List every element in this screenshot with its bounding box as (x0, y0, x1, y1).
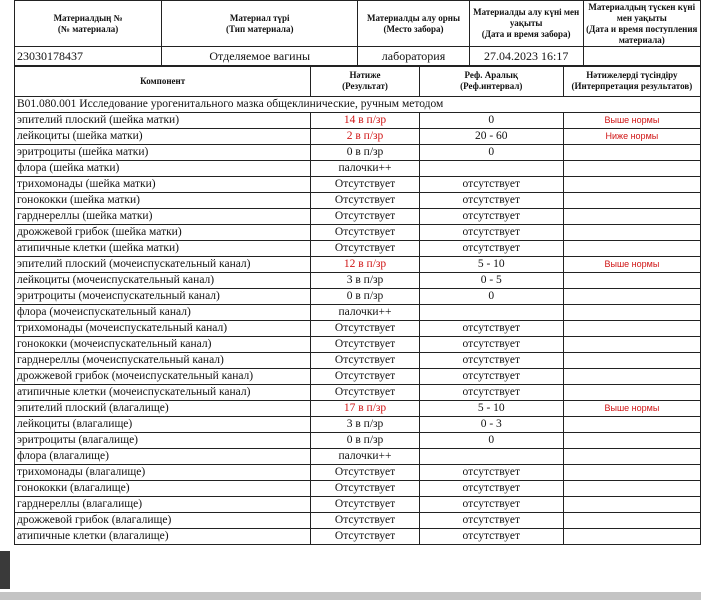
component-cell: флора (шейка матки) (15, 161, 311, 177)
reference-cell: отсутствует (419, 369, 563, 385)
interpretation-cell (563, 225, 700, 241)
component-cell: атипичные клетки (мочеиспускательный канал) (15, 385, 311, 401)
interpretation-cell (563, 353, 700, 369)
table-row (15, 337, 701, 353)
interpretation-cell: Выше нормы (563, 401, 700, 417)
table-row (15, 481, 701, 497)
result-cell: Отсутствует (311, 513, 419, 529)
table-row (15, 449, 701, 465)
result-cell: 3 в п/зр (311, 417, 419, 433)
interpretation-cell (563, 529, 700, 545)
bottom-bar (0, 592, 701, 600)
interpretation-cell (563, 161, 700, 177)
table-row (15, 241, 701, 257)
result-cell: Отсутствует (311, 353, 419, 369)
table-row (15, 113, 701, 129)
reference-cell: 0 (419, 289, 563, 305)
reference-cell (419, 305, 563, 321)
section-row (15, 97, 701, 113)
result-cell: Отсутствует (311, 321, 419, 337)
reference-cell: отсутствует (419, 225, 563, 241)
table-row (15, 289, 701, 305)
interpretation-cell (563, 465, 700, 481)
interpretation-cell (563, 417, 700, 433)
result-cell: 0 в п/зр (311, 289, 419, 305)
result-cell: палочки++ (311, 161, 419, 177)
result-cell: 12 в п/зр (311, 257, 419, 273)
material-values-row (15, 47, 701, 67)
result-cell: Отсутствует (311, 337, 419, 353)
table-row (15, 369, 701, 385)
component-cell: трихомонады (мочеиспускательный канал) (15, 321, 311, 337)
interpretation-cell (563, 273, 700, 289)
component-cell: гонококки (влагалище) (15, 481, 311, 497)
component-cell: эритроциты (шейка матки) (15, 145, 311, 161)
interpretation-cell (563, 305, 700, 321)
results-header-row (15, 66, 701, 97)
reference-cell: отсутствует (419, 529, 563, 545)
component-cell: флора (влагалище) (15, 449, 311, 465)
table-row (15, 465, 701, 481)
interpretation-cell (563, 497, 700, 513)
interpretation-cell (563, 321, 700, 337)
table-row (15, 497, 701, 513)
table-row (15, 225, 701, 241)
header-received-datetime: Материалдың түскен күні мен уақыты (Дата и время поступления материала) (583, 1, 700, 47)
reference-cell (419, 449, 563, 465)
table-row (15, 321, 701, 337)
table-row (15, 305, 701, 321)
reference-cell: отсутствует (419, 193, 563, 209)
interpretation-cell (563, 241, 700, 257)
collection-place: лаборатория (358, 47, 470, 67)
reference-cell: отсутствует (419, 209, 563, 225)
result-cell: 14 в п/зр (311, 113, 419, 129)
table-row (15, 273, 701, 289)
result-cell: 3 в п/зр (311, 273, 419, 289)
result-cell: Отсутствует (311, 529, 419, 545)
reference-cell: 20 - 60 (419, 129, 563, 145)
reference-cell: отсутствует (419, 337, 563, 353)
reference-cell (419, 161, 563, 177)
result-cell: 2 в п/зр (311, 129, 419, 145)
interpretation-cell (563, 337, 700, 353)
reference-cell: 0 (419, 433, 563, 449)
result-cell: Отсутствует (311, 497, 419, 513)
section-title: В01.080.001 Исследование урогенитального мазка общеклинические, ручным методом (15, 97, 701, 113)
reference-cell: отсутствует (419, 481, 563, 497)
component-cell: дрожжевой грибок (шейка матки) (15, 225, 311, 241)
interpretation-cell (563, 385, 700, 401)
component-cell: гонококки (шейка матки) (15, 193, 311, 209)
component-cell: эритроциты (влагалище) (15, 433, 311, 449)
table-row (15, 129, 701, 145)
result-cell: Отсутствует (311, 225, 419, 241)
reference-cell: отсутствует (419, 177, 563, 193)
reference-cell: 5 - 10 (419, 401, 563, 417)
component-cell: лейкоциты (шейка матки) (15, 129, 311, 145)
reference-cell: отсутствует (419, 513, 563, 529)
component-cell: дрожжевой грибок (влагалище) (15, 513, 311, 529)
interpretation-cell: Ниже нормы (563, 129, 700, 145)
header-collection-datetime: Материалды алу күні мен уақыты (Дата и время забора) (469, 1, 583, 47)
header-material-type: Материал түрі (Тип материала) (162, 1, 358, 47)
interpretation-cell (563, 289, 700, 305)
header-collection-place: Материалды алу орны (Место забора) (358, 1, 470, 47)
table-row (15, 401, 701, 417)
result-cell: 17 в п/зр (311, 401, 419, 417)
component-cell: гарднереллы (шейка матки) (15, 209, 311, 225)
interpretation-cell (563, 369, 700, 385)
table-row (15, 145, 701, 161)
table-row (15, 177, 701, 193)
results-body (15, 113, 701, 545)
interpretation-cell (563, 513, 700, 529)
results-table (14, 65, 701, 545)
material-info-table (14, 0, 701, 67)
reference-cell: отсутствует (419, 497, 563, 513)
reference-cell: 0 (419, 145, 563, 161)
interpretation-cell (563, 209, 700, 225)
result-cell: 0 в п/зр (311, 433, 419, 449)
material-header-row (15, 1, 701, 47)
table-row (15, 385, 701, 401)
table-row (15, 353, 701, 369)
result-cell: Отсутствует (311, 465, 419, 481)
reference-cell: отсутствует (419, 385, 563, 401)
reference-cell: 0 - 3 (419, 417, 563, 433)
interpretation-cell (563, 481, 700, 497)
interpretation-cell (563, 145, 700, 161)
result-cell: палочки++ (311, 449, 419, 465)
interpretation-cell (563, 433, 700, 449)
result-cell: Отсутствует (311, 385, 419, 401)
table-row (15, 193, 701, 209)
result-cell: палочки++ (311, 305, 419, 321)
table-row (15, 529, 701, 545)
header-reference: Реф. Аралық (Реф.интервал) (419, 66, 563, 97)
table-row (15, 257, 701, 273)
interpretation-cell (563, 449, 700, 465)
table-row (15, 161, 701, 177)
component-cell: трихомонады (шейка матки) (15, 177, 311, 193)
interpretation-cell: Выше нормы (563, 257, 700, 273)
result-cell: Отсутствует (311, 481, 419, 497)
result-cell: Отсутствует (311, 241, 419, 257)
component-cell: гарднереллы (влагалище) (15, 497, 311, 513)
component-cell: эпителий плоский (влагалище) (15, 401, 311, 417)
component-cell: флора (мочеиспускательный канал) (15, 305, 311, 321)
reference-cell: отсутствует (419, 353, 563, 369)
table-row (15, 433, 701, 449)
table-row (15, 209, 701, 225)
component-cell: дрожжевой грибок (мочеиспускательный канал) (15, 369, 311, 385)
component-cell: эритроциты (мочеиспускательный канал) (15, 289, 311, 305)
material-number: 23030178437 (15, 47, 162, 67)
header-component: Компонент (15, 66, 311, 97)
component-cell: трихомонады (влагалище) (15, 465, 311, 481)
reference-cell: отсутствует (419, 241, 563, 257)
component-cell: лейкоциты (мочеиспускательный канал) (15, 273, 311, 289)
result-cell: Отсутствует (311, 177, 419, 193)
interpretation-cell (563, 193, 700, 209)
reference-cell: отсутствует (419, 465, 563, 481)
side-scroll-block (0, 551, 10, 589)
table-row (15, 417, 701, 433)
result-cell: Отсутствует (311, 369, 419, 385)
component-cell: атипичные клетки (шейка матки) (15, 241, 311, 257)
component-cell: эпителий плоский (шейка матки) (15, 113, 311, 129)
interpretation-cell: Выше нормы (563, 113, 700, 129)
component-cell: эпителий плоский (мочеиспускательный канал) (15, 257, 311, 273)
header-material-number: Материалдың № (№ материала) (15, 1, 162, 47)
component-cell: атипичные клетки (влагалище) (15, 529, 311, 545)
interpretation-cell (563, 177, 700, 193)
collection-datetime: 27.04.2023 16:17 (469, 47, 583, 67)
result-cell: Отсутствует (311, 193, 419, 209)
header-interpretation: Нәтижелерді түсіндіру (Интерпретация результатов) (563, 66, 700, 97)
result-cell: Отсутствует (311, 209, 419, 225)
reference-cell: 0 - 5 (419, 273, 563, 289)
material-type: Отделяемое вагины (162, 47, 358, 67)
table-row (15, 513, 701, 529)
component-cell: гарднереллы (мочеиспускательный канал) (15, 353, 311, 369)
reference-cell: отсутствует (419, 321, 563, 337)
received-datetime (583, 47, 700, 67)
result-cell: 0 в п/зр (311, 145, 419, 161)
header-result: Нәтиже (Результат) (311, 66, 419, 97)
component-cell: гонококки (мочеиспускательный канал) (15, 337, 311, 353)
reference-cell: 0 (419, 113, 563, 129)
component-cell: лейкоциты (влагалище) (15, 417, 311, 433)
reference-cell: 5 - 10 (419, 257, 563, 273)
